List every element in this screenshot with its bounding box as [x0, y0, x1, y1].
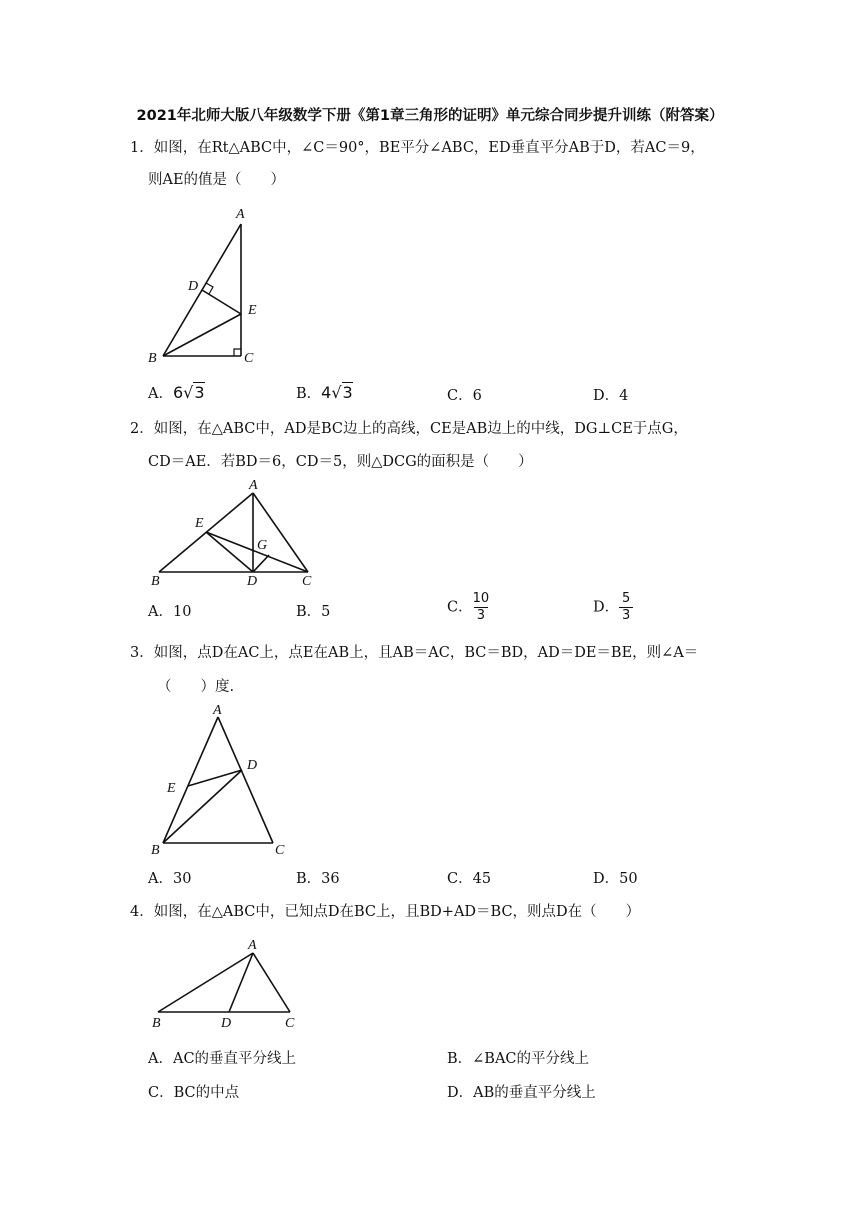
q2-option-d: D． $\frac{5}{3}$: [593, 592, 633, 623]
q3-label-c: C: [275, 843, 285, 858]
q2-label-e: E: [195, 516, 204, 531]
q2-side-ac: [253, 493, 308, 572]
q1-segment-de: [202, 290, 241, 314]
q4-label-a: A: [248, 938, 257, 953]
q2-segment-dg: [253, 555, 269, 572]
q2-segment-ed: [206, 532, 253, 572]
q2-label-c: C: [302, 574, 312, 589]
q4-label-c: C: [285, 1016, 295, 1031]
q3-label-b: B: [151, 843, 160, 858]
q1-label-a: A: [236, 207, 245, 222]
q1-right-angle-c: [234, 349, 241, 356]
q4-option-b: B．∠BAC的平分线上: [447, 1051, 590, 1067]
q3-option-b: B．36: [296, 871, 340, 887]
q4-option-c: C．BC的中点: [148, 1085, 240, 1101]
q1-label-e: E: [248, 303, 257, 318]
q2-stem-line1: 2．如图，在△ABC中，AD是BC边上的高线，CE是AB边上的中线，DG⊥CE于点G，: [130, 421, 688, 437]
document-title: 2021年北师大版八年级数学下册《第1章三角形的证明》单元综合同步提升训练（附答案）: [136, 108, 724, 124]
q4-option-a: A．AC的垂直平分线上: [148, 1051, 297, 1067]
q4-label-d: D: [221, 1016, 232, 1031]
q2-option-a: A．10: [148, 604, 192, 620]
q1-stem-line2: 则AE的值是（ ）: [148, 172, 286, 188]
q3-option-d: D．50: [593, 871, 638, 887]
q1-figure: [140, 198, 270, 368]
q3-option-c: C．45: [447, 871, 492, 887]
q1-label-d: D: [188, 279, 199, 294]
q2-stem-line2: CD＝AE．若BD＝6，CD＝5，则△DCG的面积是（ ）: [148, 454, 533, 470]
q3-label-e: E: [167, 781, 176, 796]
q2-label-d: D: [247, 574, 258, 589]
q1-option-b: B．4√3: [296, 383, 353, 402]
q3-option-a: A．30: [148, 871, 192, 887]
q4-side-ac: [253, 953, 290, 1012]
q4-label-b: B: [152, 1016, 161, 1031]
q1-label-c: C: [244, 351, 254, 366]
q4-figure: [145, 932, 315, 1032]
q1-option-c: C．6: [447, 388, 482, 404]
q3-label-d: D: [247, 758, 258, 773]
q1-stem-line1: 1．如图，在Rt△ABC中，∠C＝90°，BE平分∠ABC，ED垂直平分AB于D，若AC＝9，: [130, 140, 705, 156]
q4-segment-ad: [229, 953, 253, 1012]
q3-stem-line1: 3．如图，点D在AC上，点E在AB上，且AB＝AC，BC＝BD，AD＝DE＝BE，则∠A＝: [130, 645, 699, 661]
q1-label-b: B: [148, 351, 157, 366]
q2-option-c: C． $\frac{10}{3}$: [447, 591, 490, 623]
q4-option-d: D．AB的垂直平分线上: [447, 1085, 596, 1101]
q1-option-a: A．6√3: [148, 383, 205, 402]
q4-stem-line1: 4．如图，在△ABC中，已知点D在BC上，且BD+AD＝BC，则点D在（ ）: [130, 904, 641, 920]
q2-label-b: B: [151, 574, 160, 589]
q3-figure: [145, 700, 305, 860]
q4-side-ab: [158, 953, 253, 1012]
q2-label-g: G: [257, 538, 268, 553]
q3-stem-line2: （ ）度.: [157, 679, 235, 695]
q2-figure: [145, 475, 325, 590]
q2-label-a: A: [249, 478, 258, 493]
q3-label-a: A: [213, 703, 222, 718]
q2-option-b: B．5: [296, 604, 331, 620]
q3-side-ac: [218, 717, 273, 843]
q1-option-d: D．4: [593, 388, 629, 404]
